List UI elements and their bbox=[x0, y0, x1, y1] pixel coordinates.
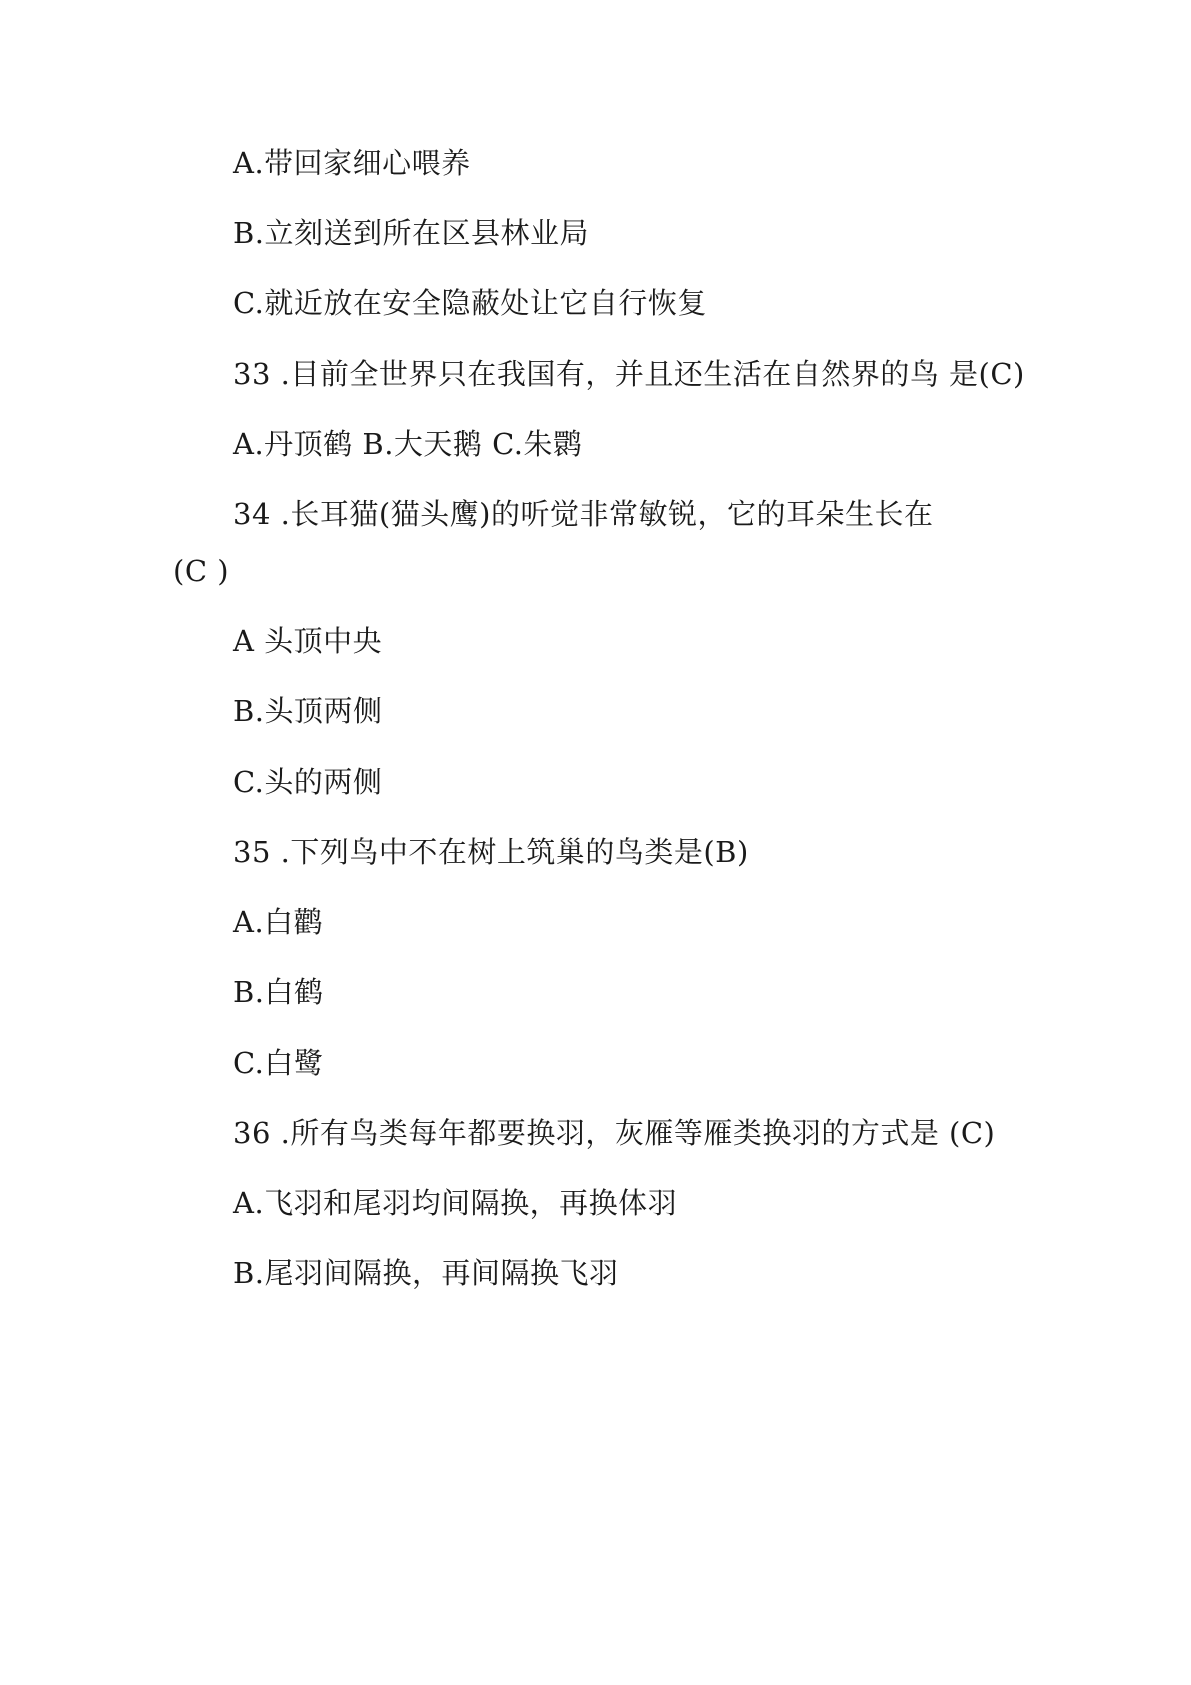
q34-option-a: A 头顶中央 bbox=[233, 624, 383, 658]
q33-options: A.丹顶鹤 B.大天鹅 C.朱鹮 bbox=[233, 427, 583, 461]
q36-question: 36 .所有鸟类每年都要换羽，灰雁等雁类换羽的方式是 (C) bbox=[233, 1116, 996, 1150]
q34-question: 34 .长耳猫(猫头鹰)的听觉非常敏锐，它的耳朵生长在 bbox=[233, 497, 934, 531]
q35-option-a: A.白鹳 bbox=[233, 905, 324, 939]
q34-option-c: C.头的两侧 bbox=[233, 765, 383, 799]
q32-option-b: B.立刻送到所在区县林业局 bbox=[233, 216, 590, 250]
q34-option-b: B.头顶两侧 bbox=[233, 694, 383, 728]
q35-option-b: B.白鹤 bbox=[233, 975, 324, 1009]
q35-question: 35 .下列鸟中不在树上筑巢的鸟类是(B) bbox=[233, 835, 749, 869]
q36-option-b: B.尾羽间隔换，再间隔换飞羽 bbox=[233, 1256, 619, 1290]
q34-question-cont: (C ) bbox=[173, 554, 230, 588]
q36-option-a: A.飞羽和尾羽均间隔换，再换体羽 bbox=[233, 1186, 678, 1220]
q32-option-a: A.带回家细心喂养 bbox=[233, 146, 471, 180]
q33-question: 33 .目前全世界只在我国有，并且还生活在自然界的鸟 是(C) bbox=[233, 357, 1025, 391]
q35-option-c: C.白鹭 bbox=[233, 1046, 324, 1080]
q32-option-c: C.就近放在安全隐蔽处让它自行恢复 bbox=[233, 286, 707, 320]
